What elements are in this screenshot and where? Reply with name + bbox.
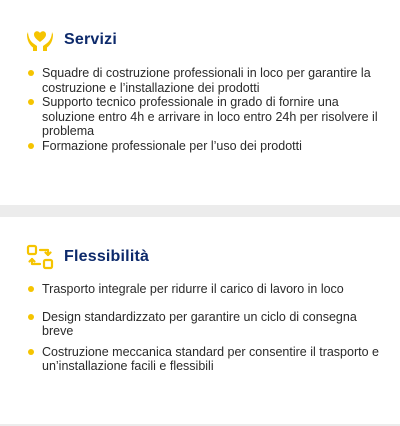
flexible-arrows-icon xyxy=(24,241,56,273)
list-item-text: Formazione professionale per l’uso dei prodotti xyxy=(42,138,302,153)
section-title: Flessibilità xyxy=(64,248,150,265)
bullet-dot xyxy=(28,70,34,76)
hands-heart-icon xyxy=(24,24,56,56)
flexibility-list xyxy=(28,282,386,374)
section-divider xyxy=(0,205,400,217)
list-item-text: Trasporto integrale per ridurre il carico di lavoro in loco xyxy=(42,282,344,296)
list-item xyxy=(28,282,386,297)
list-item-text: Supporto tecnico professionale in grado di fornire una soluzione entro 4h e arrivare in loco entro 24h per risolvere il problema xyxy=(42,95,378,138)
list-item xyxy=(28,310,386,339)
list-item xyxy=(28,345,386,374)
list-item xyxy=(28,95,386,139)
list-item xyxy=(28,66,386,95)
bullet-dot xyxy=(28,286,34,292)
list-item-text: Squadre di costruzione professionali in loco per garantire la costruzione e l’installazione dei prodotti xyxy=(42,66,371,95)
bullet-dot xyxy=(28,99,34,105)
list-item-text: Costruzione meccanica standard per consentire il trasporto e un’installazione facili e flessibili xyxy=(42,344,379,373)
bullet-dot xyxy=(28,314,34,320)
section-title: Servizi xyxy=(64,31,117,48)
services-list xyxy=(28,66,386,153)
flexibility-section xyxy=(0,217,400,424)
bullet-dot xyxy=(28,349,34,355)
flexibility-header xyxy=(24,241,149,273)
services-section xyxy=(0,0,400,205)
bullet-dot xyxy=(28,143,34,149)
list-item xyxy=(28,139,386,154)
services-header xyxy=(24,24,117,56)
list-item-text: Design standardizzato per garantire un ciclo di consegna breve xyxy=(42,309,357,338)
